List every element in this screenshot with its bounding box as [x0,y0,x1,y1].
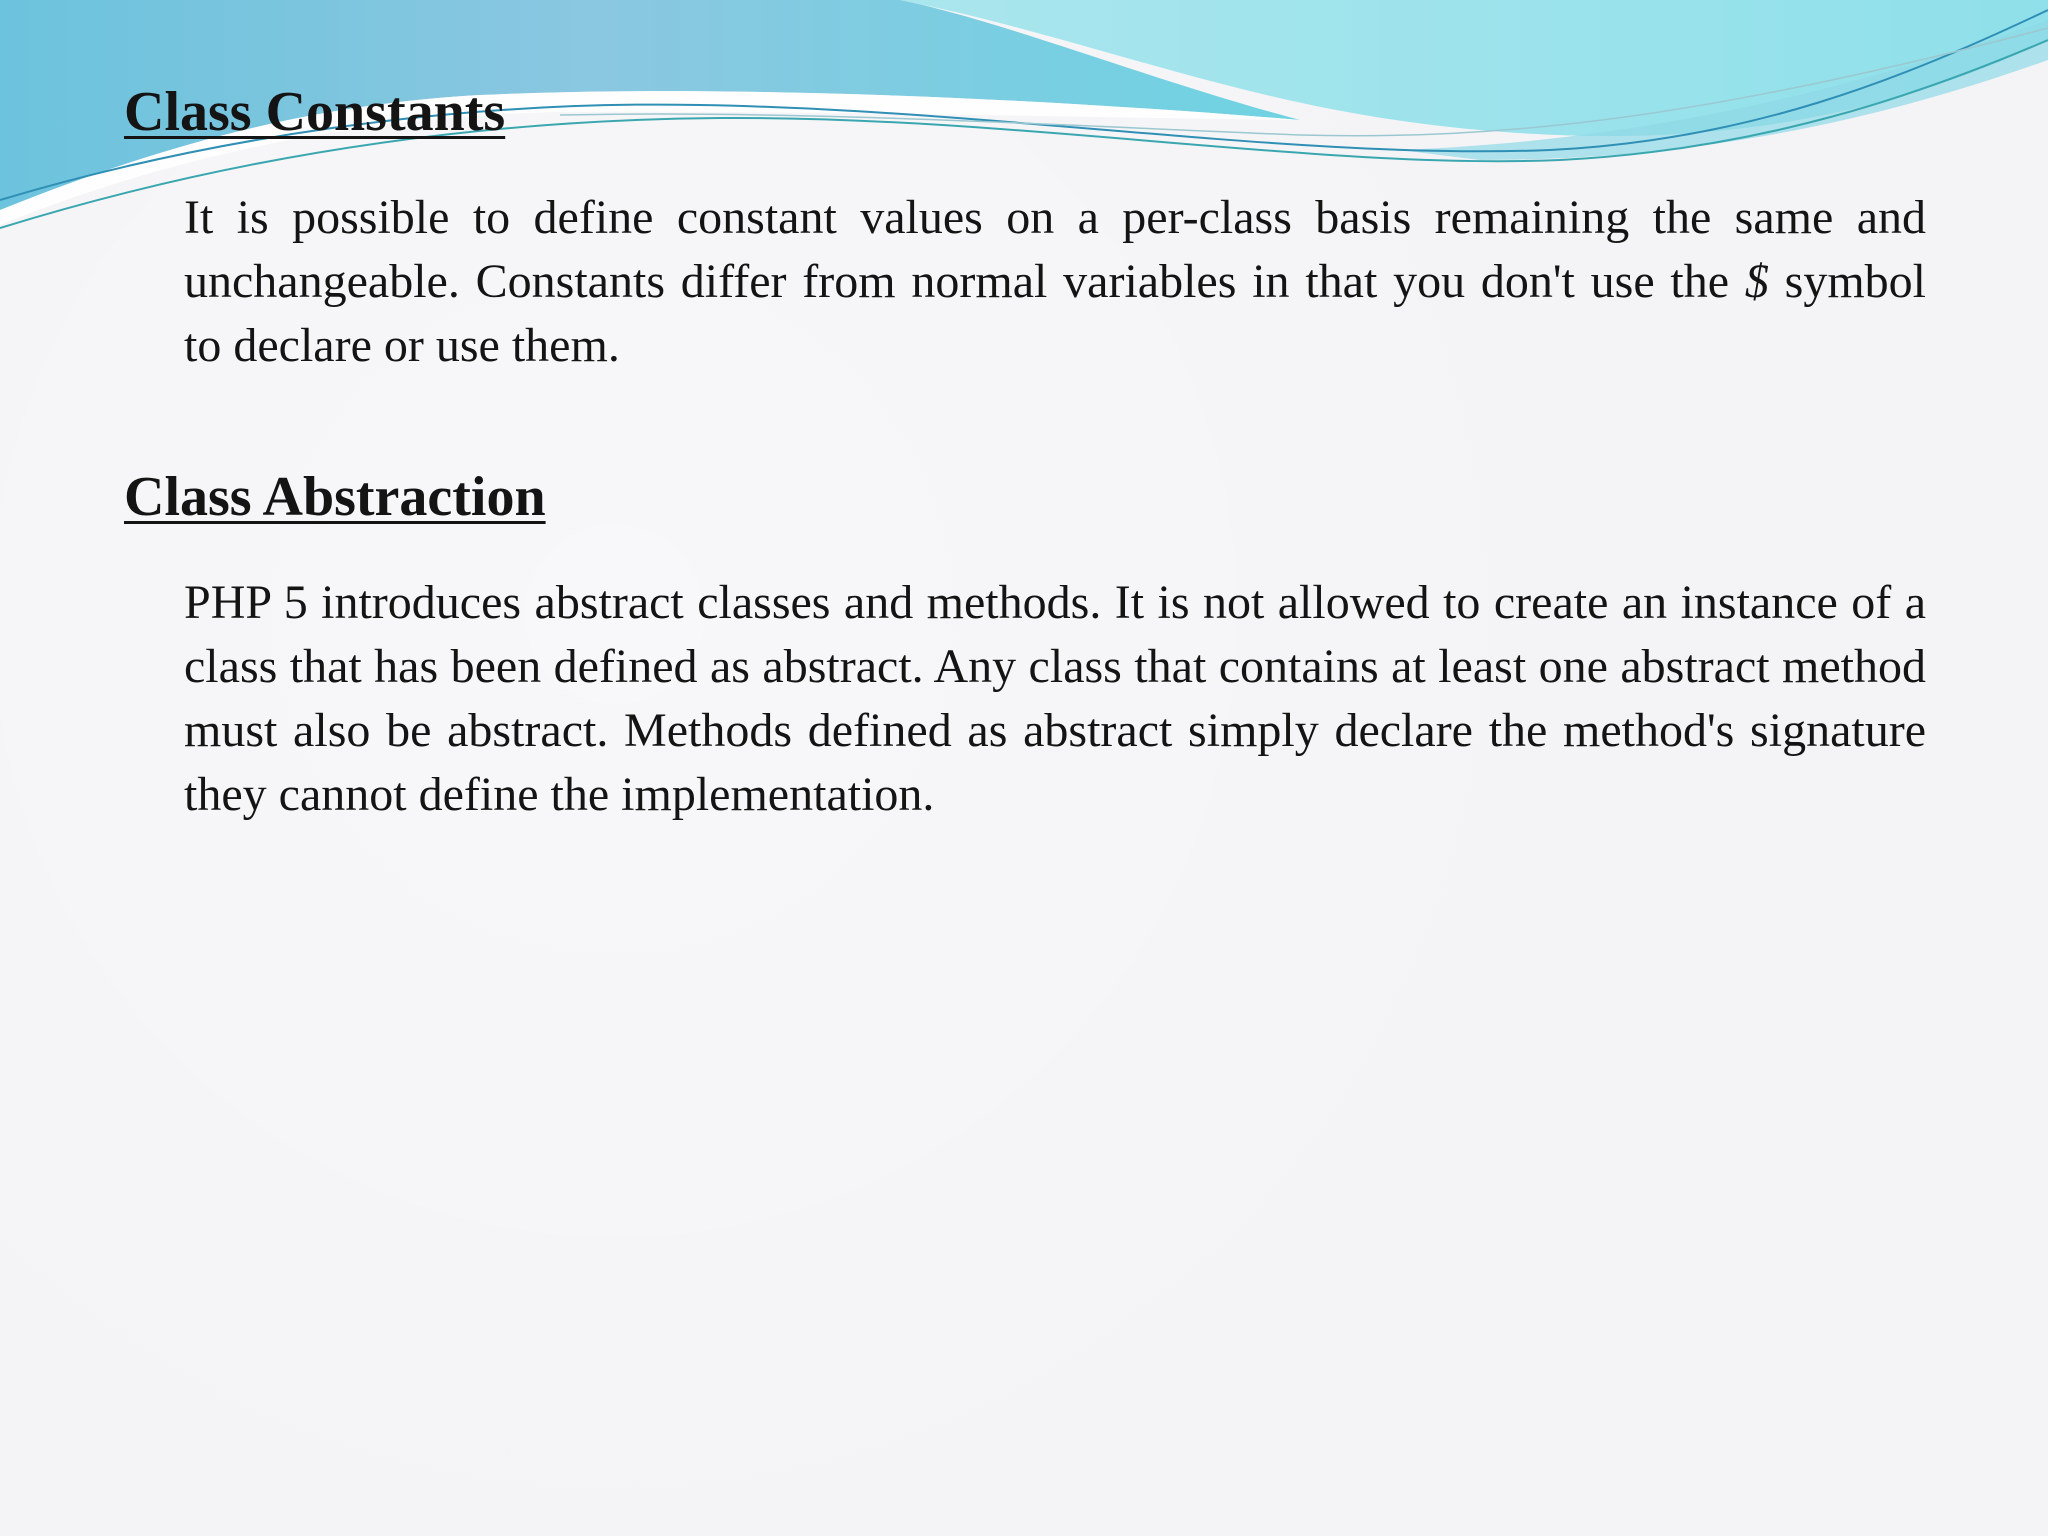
section-heading-class-abstraction: Class Abstraction [124,466,546,528]
paragraph-class-constants [184,186,1926,378]
dollar-symbol: $ [1744,255,1769,308]
paragraph-text-after-symbol: symbol to declare or use them. [184,255,1927,372]
section-heading-class-constants: Class Constants [124,81,506,143]
paragraph-class-abstraction: PHP 5 introduces abstract classes and methods. It is not allowed to create an instance of a class that has been defined as abstract. Any class that contains at least one abstract method must also be abstract. Methods defined as abstract simply declare the method's signature they cannot define the implementation. [184,576,1926,821]
paragraph-text-before-symbol: It is possible to define constant values on a per-class basis remaining the same and unchangeable. Constants differ from normal variables in that you don't use the [184,191,1926,308]
